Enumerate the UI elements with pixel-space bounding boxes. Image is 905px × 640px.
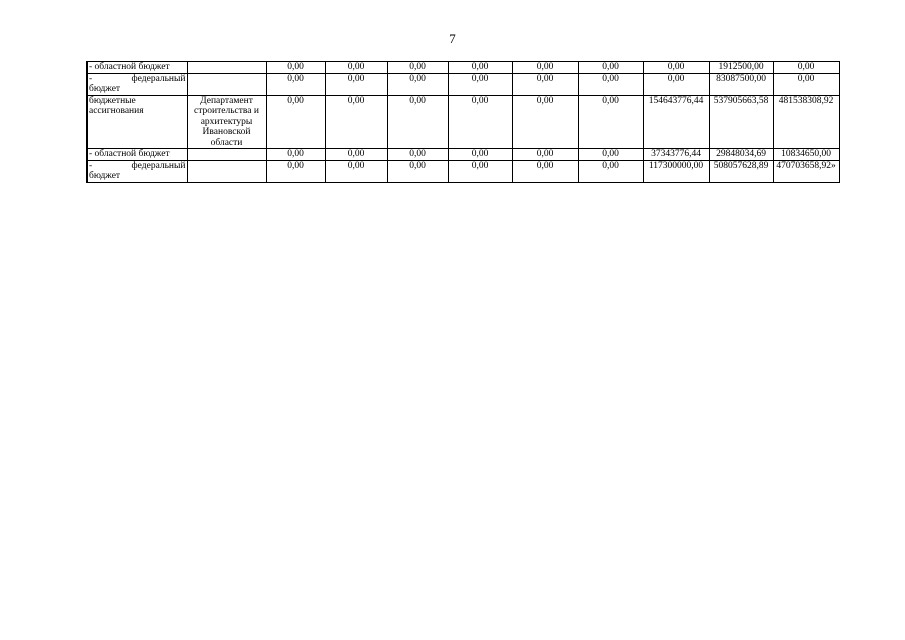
value-cell: 0,00 <box>643 62 709 74</box>
value-cell: 0,00 <box>266 62 325 74</box>
agency-cell <box>187 160 266 182</box>
value-cell: 0,00 <box>578 160 643 182</box>
row-label-part: бюджет <box>89 84 121 94</box>
value-cell: 0,00 <box>387 62 448 74</box>
row-label-cell <box>87 149 187 161</box>
row-label-part: федеральный <box>131 160 186 171</box>
row-label-part: бюджет <box>89 171 121 181</box>
value-cell: 0,00 <box>512 62 578 74</box>
row-label: - областной бюджет <box>89 62 170 72</box>
value-cell: 1912500,00 <box>709 62 773 74</box>
value-cell: 508057628,89 <box>709 160 773 182</box>
value-cell: 29848034,69 <box>709 149 773 161</box>
row-label-part: федеральный <box>131 73 186 84</box>
value-cell: 154643776,44 <box>643 95 709 149</box>
row-label-line <box>89 74 186 85</box>
value-cell: 0,00 <box>448 62 512 74</box>
value-cell: 537905663,58 <box>709 95 773 149</box>
value-cell: 0,00 <box>325 73 387 95</box>
value-cell: 37343776,44 <box>643 149 709 161</box>
value-cell: 0,00 <box>325 149 387 161</box>
value-cell: 83087500,00 <box>709 73 773 95</box>
value-cell: 0,00 <box>387 95 448 149</box>
value-cell: 0,00 <box>578 73 643 95</box>
value-cell: 0,00 <box>578 95 643 149</box>
value-cell: 0,00 <box>448 95 512 149</box>
row-label-cell <box>87 160 187 182</box>
value-cell: 0,00 <box>773 62 839 74</box>
value-cell: 0,00 <box>578 62 643 74</box>
value-cell: 0,00 <box>266 73 325 95</box>
row-label-cell <box>87 73 187 95</box>
value-cell: 10834650,00 <box>773 149 839 161</box>
value-cell: 0,00 <box>325 95 387 149</box>
value-cell: 0,00 <box>578 149 643 161</box>
value-cell: 0,00 <box>387 149 448 161</box>
row-label-cell <box>87 95 187 149</box>
value-cell: 117300000,00 <box>643 160 709 182</box>
value-cell: 0,00 <box>325 160 387 182</box>
value-cell: 0,00 <box>512 149 578 161</box>
value-cell: 0,00 <box>266 149 325 161</box>
agency-cell <box>187 149 266 161</box>
table-row <box>87 95 839 149</box>
value-cell: 0,00 <box>773 73 839 95</box>
value-cell: 0,00 <box>448 149 512 161</box>
value-cell: 0,00 <box>448 73 512 95</box>
value-cell: 0,00 <box>266 95 325 149</box>
page-number: 7 <box>449 31 456 46</box>
value-cell: 0,00 <box>643 73 709 95</box>
table-row <box>87 149 839 161</box>
agency-cell: Департамент строительства и архитектуры Ивановской области <box>187 95 266 149</box>
row-label-part: - <box>89 160 93 171</box>
row-label-line <box>89 161 186 172</box>
value-cell: 470703658,92» <box>773 160 839 182</box>
agency-cell <box>187 62 266 74</box>
value-cell: 0,00 <box>325 62 387 74</box>
table-row <box>87 62 839 74</box>
table-row <box>87 160 839 182</box>
value-cell: 0,00 <box>448 160 512 182</box>
table-row <box>87 73 839 95</box>
value-cell: 0,00 <box>512 95 578 149</box>
row-label: бюджетные ассигнования <box>89 95 144 116</box>
budget-table <box>86 61 840 183</box>
value-cell: 0,00 <box>387 160 448 182</box>
value-cell: 0,00 <box>512 160 578 182</box>
value-cell: 0,00 <box>512 73 578 95</box>
row-label-part: - <box>89 73 93 84</box>
value-cell: 0,00 <box>387 73 448 95</box>
row-label-cell <box>87 62 187 74</box>
value-cell: 0,00 <box>266 160 325 182</box>
agency-cell <box>187 73 266 95</box>
value-cell: 481538308,92 <box>773 95 839 149</box>
row-label: - областной бюджет <box>89 149 170 159</box>
